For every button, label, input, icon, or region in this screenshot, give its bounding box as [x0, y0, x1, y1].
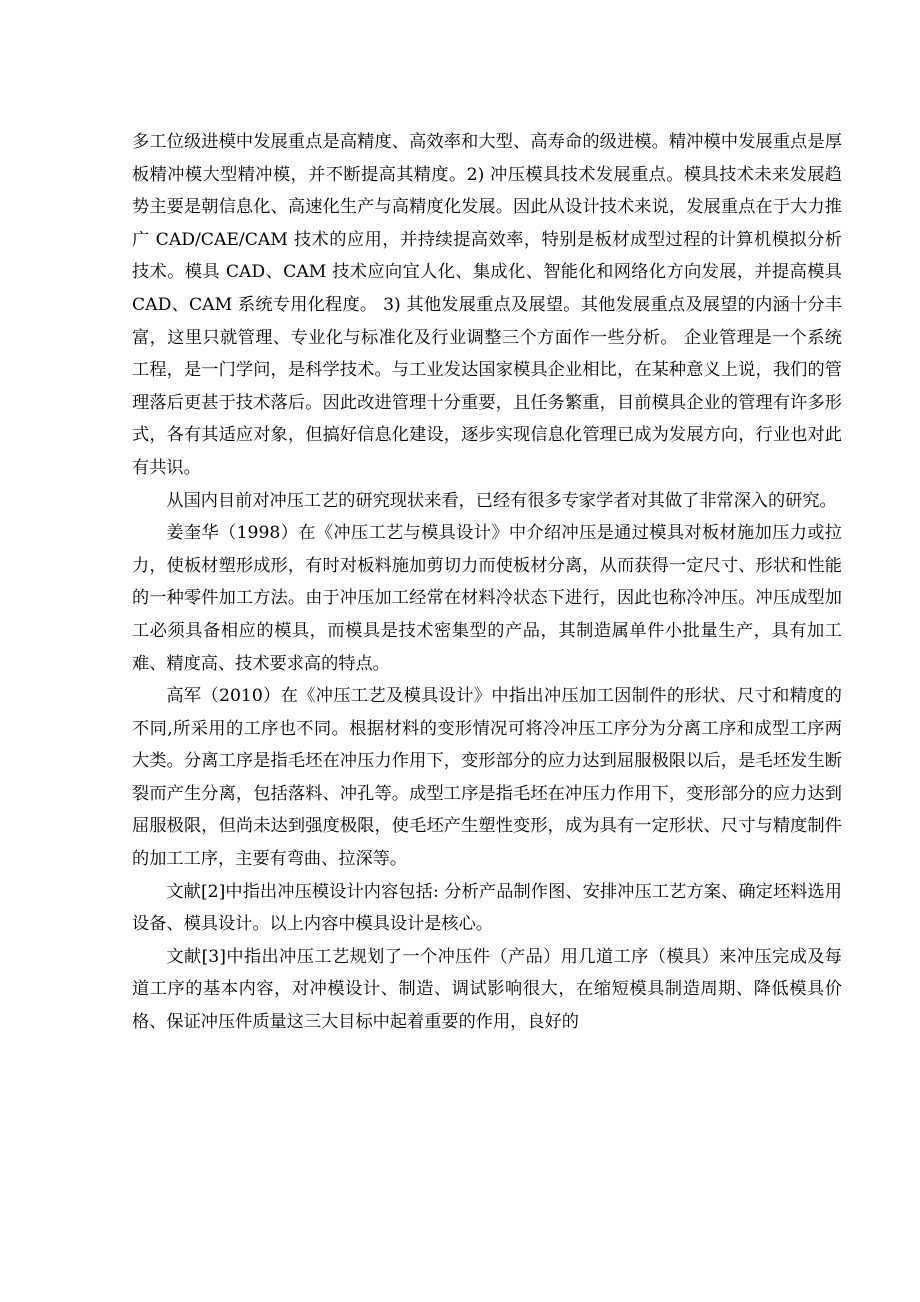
paragraph-2: 从国内目前对冲压工艺的研究现状来看，已经有很多专家学者对其做了非常深入的研究。: [166, 490, 837, 511]
paragraph-3: 姜奎华（1998）在《冲压工艺与模具设计》中介绍冲压是通过模具对板材施加压力或拉力，使板材塑形成形，有时对板料施加剪切力而使板材分离，从而获得一定尺寸、形状和性能的一种零件加工方法。由于冲压加工经常在材料冷状态下进行，因此也称冷冲压。冲压成型加工必须具备相应的模具，而模具是技术密集型的产品，其制造属单件小批量生产，具有加工难、精度高、技术要求高的特点。: [132, 523, 842, 674]
paragraph-5: 文献[2]中指出冲压模设计内容包括: 分析产品制作图、安排冲压工艺方案、确定坯料选用设备、模具设计。以上内容中模具设计是核心。: [132, 881, 842, 935]
paragraph-4: 高军（2010）在《冲压工艺及模具设计》中指出冲压加工因制件的形状、尺寸和精度的不同,所采用的工序也不同。根据材料的变形情况可将冷冲压工序分为分离工序和成型工序两大类。分离工序是指毛坯在冲压力作用下，变形部分的应力达到屈服极限以后，是毛坯发生断裂而产生分离，包括落料、冲孔等。成型工序是指毛坯在冲压力作用下，变形部分的应力达到屈服极限，但尚未达到强度极限，使毛坯产生塑性变形，成为具有一定形状、尺寸与精度制件的加工工序，主要有弯曲、拉深等。: [132, 686, 842, 870]
document-page: [132, 126, 842, 1039]
paragraph-1: 多工位级进模中发展重点是高精度、高效率和大型、高寿命的级进模。精冲模中发展重点是厚板精冲模大型精冲模，并不断提高其精度。2) 冲压模具技术发展重点。模具技术未来发展趋势主要是朝信息化、高速化生产与高精度化发展。因此从设计技术来说，发展重点在于大力推广 CAD/CAE/CAM 技术的应用，并持续提高效率，特别是板材成型过程的计算机模拟分析技术。模具 CAD、CAM 技术应向宜人化、集成化、智能化和网络化方向发展，并提高模具 CAD、CAM 系统专用化程度。 3) 其他发展重点及展望。其他发展重点及展望的内涵十分丰富，这里只就管理、专业化与标准化及行业调整三个方面作一些分析。 企业管理是一个系统工程，是一门学问，是科学技术。与工业发达国家模具企业相比，在某种意义上说，我们的管理落后更甚于技术落后。因此改进管理十分重要，且任务繁重，目前模具企业的管理有许多形式，各有其适应对象，但搞好信息化建设，逐步实现信息化管理已成为发展方向，行业也对此有共识。: [132, 132, 842, 478]
paragraph-6: 文献[3]中指出冲压工艺规划了一个冲压件（产品）用几道工序（模具）来冲压完成及每道工序的基本内容，对冲模设计、制造、调试影响很大，在缩短模具制造周期、降低模具价格、保证冲压件质量这三大目标中起着重要的作用，良好的: [132, 946, 842, 1033]
